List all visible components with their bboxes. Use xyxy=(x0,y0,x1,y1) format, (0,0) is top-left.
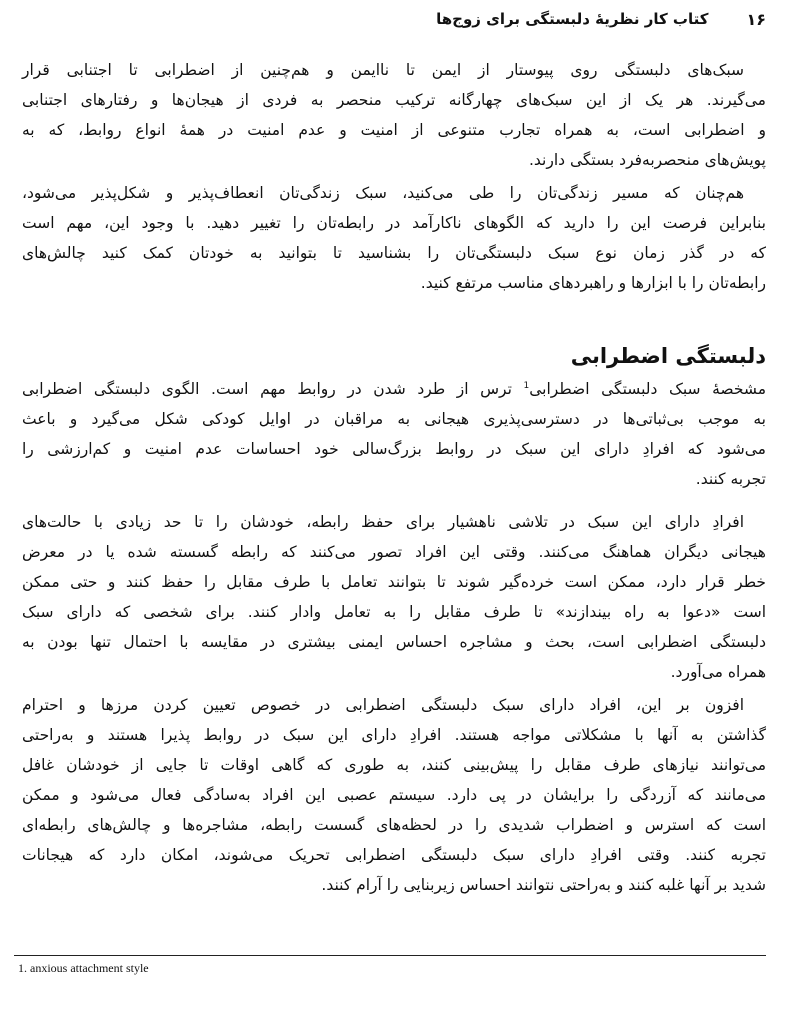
text-line: شدید بر آنها غلبه کنند و به‌راحتی نتوانند احساس زیربنایی را آرام کنند. xyxy=(321,876,766,894)
footnote: 1. anxious attachment style xyxy=(18,961,149,975)
footnote-marker: 1 xyxy=(523,380,530,391)
text-segment: ترس از طرد شدن در روابط مهم است. الگوی دلبستگی اضطرابی xyxy=(22,380,524,398)
paragraph xyxy=(22,374,766,494)
text-line: هم‌چنان که مسیر زندگی‌تان را طی می‌کنید، سبک زندگی‌تان انعطاف‌پذیر و شکل‌پذیر می‌شود، xyxy=(22,184,744,202)
paragraph xyxy=(22,507,766,687)
page-body xyxy=(22,55,766,903)
text-line xyxy=(22,374,766,404)
text-line: افزون بر این، افراد دارای سبک دلبستگی اضطرابی در خصوص تعیین کردن مرزها و احترام xyxy=(22,696,744,714)
book-title: کتاب کار نظریهٔ دلبستگی برای زوج‌ها xyxy=(436,10,709,28)
section-heading: دلبستگی اضطرابی xyxy=(570,344,766,368)
text-line: گذاشتن به آنها با مشکلاتی مواجه هستند. افرادِ دارای این سبک در روابط پذیرا هستند و به‌راحتی xyxy=(22,726,766,744)
text-line: می‌توانند نیازهای طرف مقابل را پیش‌بینی کنند، به طوری که گاهی اوقات تا جایی از خودشان غافل xyxy=(22,756,766,774)
paragraph xyxy=(22,690,766,900)
text-line: که در گذر زمان نوع سبک دلبستگی‌تان را بشناسید تا بتوانید به خودتان کمک کنید چالش‌های xyxy=(22,244,766,262)
text-line: می‌مانند که آزردگی را برایشان در پی دارد. سیستم عصبی این افراد به‌سادگی فعال می‌شود و ممکن xyxy=(22,786,766,804)
text-line: می‌شود که افرادِ دارای این سبک در روابط بزرگ‌سالی خود احساسات عدم امنیت و کم‌ارزشی را xyxy=(22,440,766,458)
text-line: دلبستگی اضطرابی است، بحث و مشاجره احساس ایمنی بیشتری در مقایسه با احتمال تنها بودن به xyxy=(22,633,766,651)
text-line: بنابراین فرصت این را دارید که الگوهای ناکارآمد در رابطه‌تان را تغییر دهید. با وجود این، مهم است xyxy=(22,214,766,232)
text-line: همراه می‌آورد. xyxy=(670,663,766,681)
text-line: و اضطرابی است، به همراه تجارب متنوعی از امنیت و عدم امنیت در همهٔ انواع روابط، که به xyxy=(22,121,766,139)
footnote-divider xyxy=(14,955,766,956)
text-line: افرادِ دارای این سبک در تلاشی ناهشیار برای حفظ رابطه، خودشان را تا حد زیادی با حالت‌های xyxy=(22,513,744,531)
text-line: است «دعوا به راه بیندازند» تا طرف مقابل را به تعامل وادار کنند. برای شخصی که دارای سبک xyxy=(22,603,766,621)
text-segment: مشخصهٔ سبک دلبستگی اضطرابی xyxy=(529,380,766,398)
text-line: پویش‌های منحصربه‌فرد بستگی دارند. xyxy=(528,151,766,169)
page-number: ۱۶ xyxy=(746,9,766,29)
paragraph xyxy=(22,55,766,175)
text-line: خطر قرار دارد، ممکن است خرده‌گیر شوند تا بتوانند تعامل با طرف مقابل را حفظ کنند و حتی ممکن xyxy=(22,573,766,591)
text-line: سبک‌های دلبستگی روی پیوستار از ایمن تا ناایمن و هم‌چنین از اضطرابی تا اجتنابی قرار xyxy=(22,61,744,79)
text-line: است که استرس و اضطراب شدیدی را در لحظه‌های گسست رابطه، مشاجره‌ها و چالش‌های رابطه‌ای xyxy=(22,816,766,834)
text-line: تجربه کنند. xyxy=(695,470,766,488)
text-line: تجربه کنند. وقتی افرادِ دارای سبک دلبستگی اضطرابی تحریک می‌شوند، امکان دارد که هیجانات xyxy=(22,846,766,864)
running-header xyxy=(22,6,766,32)
text-line: به موجب بی‌ثباتی‌ها در دسترسی‌پذیری هیجانی به مراقبان در اوایل کودکی شکل می‌گیرد و باعث xyxy=(22,410,766,428)
paragraph xyxy=(22,178,766,298)
text-line: می‌گیرند. هر یک از این سبک‌های چهارگانه ترکیب منحصر به فردی از هیجان‌ها و رفتارهای اجتنابی xyxy=(22,91,766,109)
text-line: هیجانی دیگران هماهنگ می‌کنند. وقتی این افراد تصور می‌کنند که رابطه گسسته شده یا در معرض xyxy=(22,543,766,561)
text-line: رابطه‌تان را با ابزارها و راهبردهای مناسب مرتفع کنید. xyxy=(420,274,766,292)
